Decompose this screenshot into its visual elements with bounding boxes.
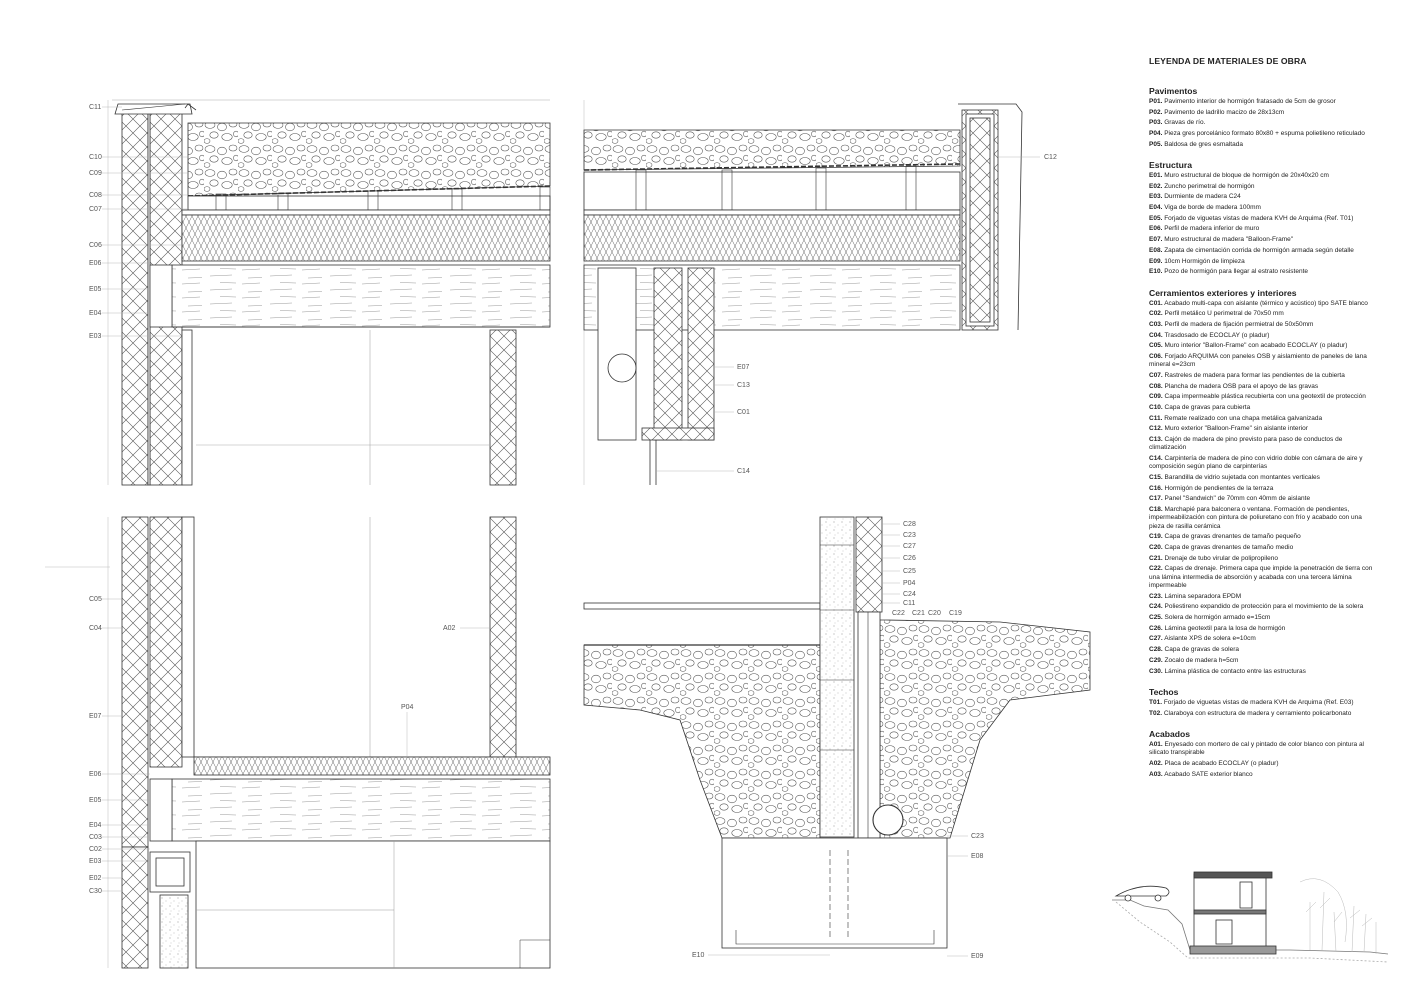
legend-section	[1149, 288, 1377, 676]
legend-item-text: Muro interior "Ballon-Frame" con acabado ECOCLAY (o pladur)	[1164, 342, 1348, 350]
legend-item-text: Cajón de madera de pino previsto para paso de conductos de climatización	[1149, 436, 1343, 452]
legend-item-code: A02.	[1149, 759, 1163, 767]
legend-item-code: C25.	[1149, 614, 1163, 622]
legend-item-code: C02.	[1149, 310, 1163, 318]
legend-item	[1149, 710, 1377, 718]
tag: A02	[443, 625, 456, 632]
legend-item-code: C01.	[1149, 299, 1163, 307]
tag: C13	[737, 382, 750, 389]
legend-item-text: Pavimento de ladrillo macizo de 28x13cm	[1164, 108, 1285, 116]
legend-item-text: Muro exterior "Balloon-Frame" sin aislante interior	[1164, 425, 1308, 433]
legend-item-text: Placa de acabado ECOCLAY (o pladur)	[1164, 759, 1279, 767]
legend-section	[1149, 687, 1377, 718]
legend-item-code: T02.	[1149, 709, 1163, 717]
legend-item-code: E05.	[1149, 214, 1163, 222]
legend-item-code: E10.	[1149, 268, 1163, 276]
legend-item-code: C23.	[1149, 592, 1163, 600]
legend-item-code: E01.	[1149, 172, 1163, 180]
legend-item-code: C14.	[1149, 455, 1163, 463]
tag: C02	[89, 846, 102, 853]
legend-item-code: E06.	[1149, 225, 1163, 233]
legend-item-text: Forjado ARQUIMA con paneles OSB y aislamiento de paneles de lana mineral e=23cm	[1149, 352, 1367, 369]
legend-item-code: C19.	[1149, 533, 1163, 541]
legend-item	[1149, 646, 1377, 654]
legend-item-text: Muro estructural de bloque de hormigón de 20x40x20 cm	[1164, 172, 1329, 180]
legend-item	[1149, 455, 1377, 472]
legend-item	[1149, 771, 1377, 779]
detail-bottom-left	[45, 517, 550, 968]
tag: E04	[89, 310, 102, 317]
tag: C27	[903, 543, 916, 550]
legend-item	[1149, 98, 1377, 106]
legend-item	[1149, 506, 1377, 531]
tag: C05	[89, 596, 102, 603]
legend-item	[1149, 258, 1377, 266]
legend-item	[1149, 404, 1377, 412]
legend-item-code: C26.	[1149, 624, 1163, 632]
legend-item-code: C04.	[1149, 331, 1163, 339]
legend-item-text: Forjado de viguetas vistas de madera KVH de Arquima (Ref. E03)	[1163, 698, 1354, 706]
legend-item-text: Perfil de madera de fijación permietral de 50x50mm	[1164, 320, 1314, 328]
tag: C01	[737, 409, 750, 416]
tags-top-left	[89, 104, 102, 340]
legend-item-text: Lámina plástica de contacto entre las estructuras	[1164, 667, 1306, 675]
tag: C12	[1044, 154, 1057, 161]
legend-item-code: E03.	[1149, 193, 1163, 201]
legend-item-text: Pozo de hormigón para llegar al estrato resistente	[1164, 268, 1308, 276]
legend-item	[1149, 699, 1377, 707]
tag: C04	[89, 625, 102, 632]
legend-item-text: 10cm Hormigón de limpieza	[1164, 257, 1245, 265]
tag: E07	[737, 364, 750, 371]
legend-item-code: P04.	[1149, 130, 1163, 138]
legend-item-code: C20.	[1149, 544, 1163, 552]
legend-item	[1149, 657, 1377, 665]
legend-title: LEYENDA DE MATERIALES DE OBRA	[1149, 56, 1307, 66]
legend-item-text: Viga de borde de madera 100mm	[1164, 204, 1261, 212]
legend-section-title: Acabados	[1149, 728, 1191, 739]
legend-item	[1149, 321, 1377, 329]
legend-item-code: C08.	[1149, 382, 1163, 390]
legend-item	[1149, 668, 1377, 676]
legend-item	[1149, 635, 1377, 643]
tag: E06	[89, 260, 102, 267]
legend-item-text: Poliestireno expandido de protección para el movimiento de la solera	[1164, 603, 1364, 611]
legend-item-text: Zocalo de madera h=5cm	[1164, 656, 1239, 664]
tag: C08	[89, 192, 102, 199]
legend-item-text: Capas de drenaje. Primera capa que impide la penetración de tierra con una lámina intermedia de absorción y acabada con una tercera lámina impermeable	[1149, 565, 1373, 590]
legend-item-code: A01.	[1149, 740, 1163, 748]
materials-legend	[1149, 56, 1377, 790]
legend-item-text: Remate realizado con una chapa metálica galvanizada	[1164, 414, 1323, 422]
tag: C03	[89, 834, 102, 841]
legend-item-text: Acabado multi-capa con aislante (térmico y acústico) tipo SATE blanco	[1164, 299, 1368, 307]
legend-item	[1149, 533, 1377, 541]
legend-item-code: C03.	[1149, 320, 1163, 328]
legend-item	[1149, 353, 1377, 370]
legend-section	[1149, 160, 1377, 276]
legend-item-text: Barandilla de vidrio sujetada con montantes verticales	[1164, 474, 1320, 482]
legend-item-code: C13.	[1149, 436, 1163, 444]
legend-item-code: C17.	[1149, 495, 1163, 503]
legend-item	[1149, 310, 1377, 318]
tag: C09	[89, 170, 102, 177]
tag: C07	[89, 206, 102, 213]
tag: C30	[89, 888, 102, 895]
legend-item-text: Solera de hormigón armado e=15cm	[1164, 614, 1271, 622]
legend-item-code: C12.	[1149, 425, 1163, 433]
legend-sections	[1149, 86, 1377, 779]
tag: C28	[903, 521, 916, 528]
tag: E09	[971, 953, 984, 960]
legend-item	[1149, 436, 1377, 453]
legend-item-text: Hormigón de pendientes de la terraza	[1164, 484, 1274, 492]
legend-item-code: P05.	[1149, 140, 1163, 148]
legend-section-title: Pavimentos	[1149, 86, 1198, 96]
tag: C23	[971, 833, 984, 840]
tag: E02	[89, 875, 102, 882]
tag: C14	[737, 468, 750, 475]
legend-item	[1149, 300, 1377, 308]
tag: P04	[401, 704, 414, 711]
legend-item-text: Drenaje de tubo virular de polipropileno	[1164, 554, 1279, 562]
tag: C11	[903, 600, 916, 607]
tag: E04	[89, 822, 102, 829]
legend-item	[1149, 372, 1377, 380]
legend-item-code: C11.	[1149, 414, 1163, 422]
legend-item	[1149, 268, 1377, 276]
tag: E10	[692, 952, 705, 959]
legend-item	[1149, 593, 1377, 601]
legend-item-code: C27.	[1149, 635, 1163, 643]
tag: P04	[903, 580, 916, 587]
tag: C25	[903, 568, 916, 575]
legend-item-code: C15.	[1149, 474, 1163, 482]
tag: C21	[912, 610, 925, 617]
legend-item-code: C28.	[1149, 646, 1163, 654]
legend-item-text: Gravas de río.	[1164, 119, 1206, 127]
legend-section-title: Cerramientos exteriores y interiores	[1149, 287, 1297, 298]
detail-bottom-right	[584, 517, 1090, 948]
legend-item-code: T01.	[1149, 698, 1163, 706]
legend-item-text: Enyesado con mortero de cal y pintado de color blanco con pintura al silicato transpirable	[1149, 740, 1365, 757]
legend-item-code: C07.	[1149, 371, 1163, 379]
legend-item-text: Pieza gres porcelánico formato 80x80 + espuma polietileno reticulado	[1164, 130, 1365, 138]
legend-item-code: C16.	[1149, 484, 1163, 492]
tag: E05	[89, 797, 102, 804]
legend-item	[1149, 247, 1377, 255]
tag: C11	[89, 104, 102, 111]
legend-item	[1149, 565, 1377, 590]
section-thumbnail	[1110, 862, 1390, 980]
legend-item-text: Perfil de madera inferior de muro	[1164, 225, 1260, 233]
tag: C22	[892, 610, 905, 617]
legend-item	[1149, 342, 1377, 350]
legend-item-code: C22.	[1149, 565, 1163, 573]
legend-item	[1149, 614, 1377, 622]
legend-item	[1149, 741, 1377, 758]
legend-item-code: P03.	[1149, 119, 1163, 127]
legend-item-code: C29.	[1149, 656, 1163, 664]
legend-item-code: C05.	[1149, 342, 1163, 350]
legend-section-title: Techos	[1149, 686, 1179, 697]
legend-item-text: Capa de gravas drenantes de tamaño medio	[1164, 544, 1294, 552]
legend-item	[1149, 109, 1377, 117]
legend-item	[1149, 119, 1377, 127]
tag: E05	[89, 286, 102, 293]
legend-item-text: Plancha de madera OSB para el apoyo de las gravas	[1164, 382, 1319, 390]
legend-item-text: Pavimento interior de hormigón fratasado de 5cm de grosor	[1164, 98, 1336, 105]
legend-item	[1149, 215, 1377, 223]
legend-item-text: Zuncho perimetral de hormigón	[1164, 182, 1255, 190]
legend-item-code: C06.	[1149, 352, 1163, 360]
legend-item-code: C21.	[1149, 554, 1163, 562]
legend-item-code: C18.	[1149, 506, 1163, 514]
legend-item-text: Muro estructural de madera "Balloon-Frame"	[1164, 236, 1294, 244]
legend-item-text: Trasdosado de ECOCLAY (o pladur)	[1164, 331, 1270, 339]
legend-item	[1149, 544, 1377, 552]
detail-top-left	[108, 100, 550, 485]
legend-item-text: Claraboya con estructura de madera y cerramiento policarbonato	[1163, 709, 1352, 717]
tag: E07	[89, 713, 102, 720]
tag: C06	[89, 242, 102, 249]
legend-item	[1149, 393, 1377, 401]
legend-item-text: Capa impermeable plástica recubierta con una geotextil de protección	[1164, 393, 1366, 401]
legend-item	[1149, 485, 1377, 493]
legend-item	[1149, 193, 1377, 201]
legend-item	[1149, 603, 1377, 611]
legend-item-text: Capa de gravas para cubierta	[1164, 404, 1251, 412]
legend-item-code: C10.	[1149, 404, 1163, 412]
legend-item	[1149, 625, 1377, 633]
tag: E03	[89, 333, 102, 340]
legend-item	[1149, 332, 1377, 340]
tag: C26	[903, 555, 916, 562]
legend-item	[1149, 495, 1377, 503]
legend-item	[1149, 172, 1377, 180]
legend-item	[1149, 225, 1377, 233]
legend-item-code: P01.	[1149, 98, 1163, 105]
legend-item-text: Aislante XPS de solera e=10cm	[1164, 635, 1256, 643]
legend-item-code: A03.	[1149, 770, 1163, 778]
legend-item	[1149, 130, 1377, 138]
tag: C23	[903, 532, 916, 539]
legend-item	[1149, 760, 1377, 768]
detail-top-right	[584, 100, 1022, 485]
tag: C10	[89, 154, 102, 161]
tag: E03	[89, 858, 102, 865]
legend-item-text: Lámina separadora EPDM	[1164, 592, 1242, 600]
legend-item	[1149, 236, 1377, 244]
legend-item-text: Panel "Sandwich" de 70mm con 40mm de aislante	[1164, 495, 1311, 503]
legend-item-text: Forjado de viguetas vistas de madera KVH de Arquima (Ref. T01)	[1164, 214, 1354, 222]
legend-item	[1149, 383, 1377, 391]
legend-item	[1149, 415, 1377, 423]
legend-item-code: E07.	[1149, 236, 1163, 244]
legend-item-code: C24.	[1149, 603, 1163, 611]
legend-item-text: Carpintería de madera de pino con vidrio doble con cámara de aire y composición según plano de carpinterías	[1149, 455, 1363, 471]
legend-item-text: Capa de gravas drenantes de tamaño pequeño	[1164, 533, 1301, 541]
legend-section	[1149, 86, 1377, 149]
legend-item	[1149, 425, 1377, 433]
legend-item-text: Zapata de cimentación corrida de hormigón armada según detalle	[1164, 246, 1354, 254]
legend-item-code: P02.	[1149, 108, 1163, 116]
legend-item-text: Capa de gravas de solera	[1164, 646, 1239, 654]
legend-item-code: E04.	[1149, 204, 1163, 212]
tag: C24	[903, 591, 916, 598]
legend-item-text: Lámina geotextil para la losa de hormigón	[1164, 624, 1286, 632]
tag: C19	[949, 610, 962, 617]
legend-item-text: Marchapié para balconera o ventana. Formación de pendientes, impermeabilización con pintura de poliuretano con frío y acabado con una pieza de rasilla cerámica	[1149, 506, 1362, 530]
legend-item	[1149, 183, 1377, 191]
legend-item-text: Rastreles de madera para formar las pendientes de la cubierta	[1164, 371, 1345, 379]
legend-item-code: E02.	[1149, 182, 1163, 190]
legend-section	[1149, 729, 1377, 779]
legend-item-code: C30.	[1149, 667, 1163, 675]
legend-item-code: E08.	[1149, 246, 1163, 254]
tag: C20	[928, 610, 941, 617]
legend-item	[1149, 141, 1377, 149]
legend-section-title: Estructura	[1149, 160, 1192, 171]
legend-item-code: E09.	[1149, 257, 1163, 265]
tag: E08	[971, 853, 984, 860]
legend-item-text: Durmiente de madera C24	[1164, 193, 1241, 201]
tag: E06	[89, 771, 102, 778]
legend-item-text: Perfil metálico U perimetral de 70x50 mm	[1164, 310, 1284, 318]
legend-item-text: Acabado SATE exterior blanco	[1164, 770, 1253, 778]
legend-item-code: C09.	[1149, 393, 1163, 401]
legend-item	[1149, 474, 1377, 482]
legend-item	[1149, 555, 1377, 563]
legend-item-text: Baldosa de gres esmaltada	[1164, 140, 1243, 148]
legend-item	[1149, 204, 1377, 212]
